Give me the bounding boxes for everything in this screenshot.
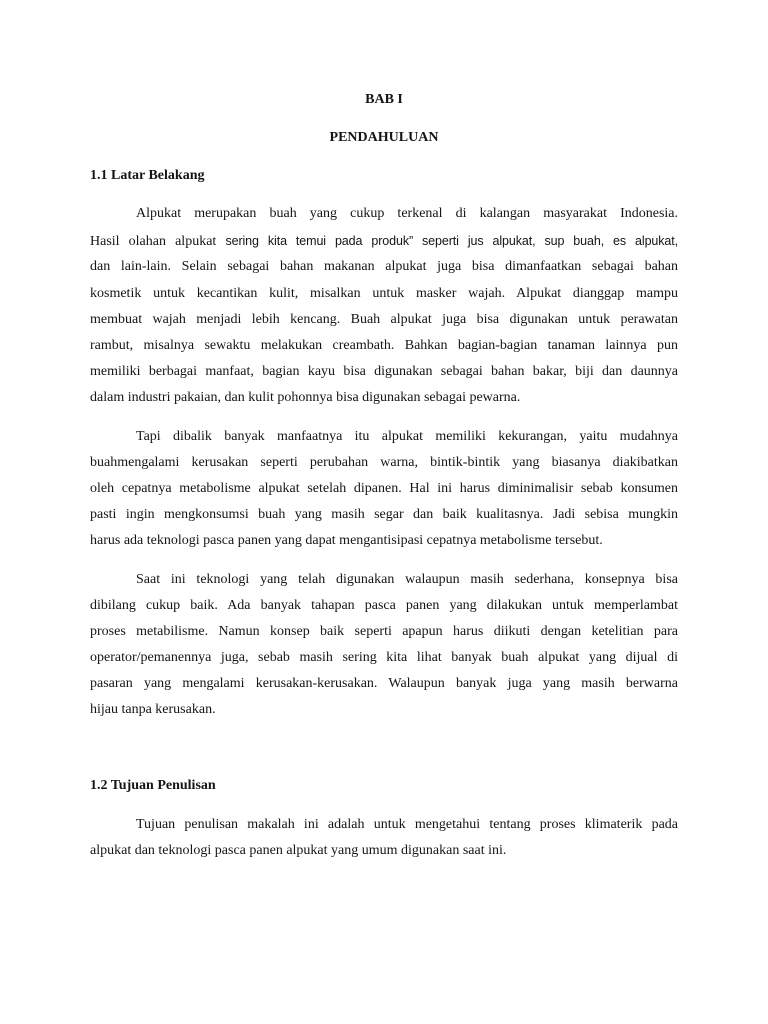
- text-line: pasaran yang mengalami kerusakan-kerusakan. Walaupun banyak juga yang masih berwarna: [90, 676, 678, 691]
- text-line: dalam industri pakaian, dan kulit pohonnya bisa digunakan sebagai pewarna.: [90, 390, 521, 405]
- text-line: kosmetik untuk kecantikan kulit, misalkan untuk masker wajah. Alpukat dianggap mampu: [90, 286, 678, 301]
- text-line: dan lain-lain. Selain sebagai bahan makanan alpukat juga bisa dimanfaatkan sebagai bahan: [90, 259, 678, 274]
- text-segment-sans: sering kita temui pada produk” seperti jus alpukat, sup buah, es alpukat,: [225, 234, 679, 248]
- text-line: Saat ini teknologi yang telah digunakan walaupun masih sederhana, konsepnya bisa: [136, 572, 678, 587]
- text-line: pasti ingin mengkonsumsi buah yang masih segar dan baik kualitasnya. Jadi sebisa mungkin: [90, 507, 678, 522]
- text-line: buahmengalami kerusakan seperti perubahan warna, bintik-bintik yang biasanya diakibatkan: [90, 455, 678, 470]
- text-line: alpukat dan teknologi pasca panen alpukat yang umum digunakan saat ini.: [90, 843, 507, 858]
- text-line-mixed-font: [90, 232, 678, 250]
- text-line: hijau tanpa kerusakan.: [90, 702, 216, 717]
- text-line: oleh cepatnya metabolisme alpukat setelah dipanen. Hal ini harus diminimalisir sebab konsumen: [90, 481, 678, 496]
- text-line: memiliki berbagai manfaat, bagian kayu bisa digunakan sebagai bahan bakar, biji dan daunnya: [90, 364, 678, 379]
- text-line: membuat wajah menjadi lebih kencang. Buah alpukat juga bisa digunakan untuk perawatan: [90, 312, 678, 327]
- text-segment: Hasil olahan alpukat: [90, 234, 217, 249]
- text-line: proses metabilisme. Namun konsep baik seperti apapun harus diikuti dengan ketelitian para: [90, 624, 678, 639]
- section-heading: 1.2 Tujuan Penulisan: [90, 778, 216, 793]
- text-line: harus ada teknologi pasca panen yang dapat mengantisipasi cepatnya metabolisme tersebut.: [90, 533, 603, 548]
- chapter-title: PENDAHULUAN: [329, 130, 439, 145]
- text-line: dibilang cukup baik. Ada banyak tahapan pasca panen yang dilakukan untuk memperlambat: [90, 598, 678, 613]
- text-line: Alpukat merupakan buah yang cukup terkenal di kalangan masyarakat Indonesia.: [136, 206, 678, 221]
- chapter-label: BAB I: [365, 92, 403, 107]
- text-line: Tujuan penulisan makalah ini adalah untuk mengetahui tentang proses klimaterik pada: [136, 817, 678, 832]
- text-line: operator/pemanennya juga, sebab masih sering kita lihat banyak buah alpukat yang dijual di: [90, 650, 678, 665]
- text-line: Tapi dibalik banyak manfaatnya itu alpukat memiliki kekurangan, yaitu mudahnya: [136, 429, 678, 444]
- section-heading: 1.1 Latar Belakang: [90, 168, 205, 183]
- text-line: rambut, misalnya sewaktu melakukan creambath. Bahkan bagian-bagian tanaman lainnya pun: [90, 338, 678, 353]
